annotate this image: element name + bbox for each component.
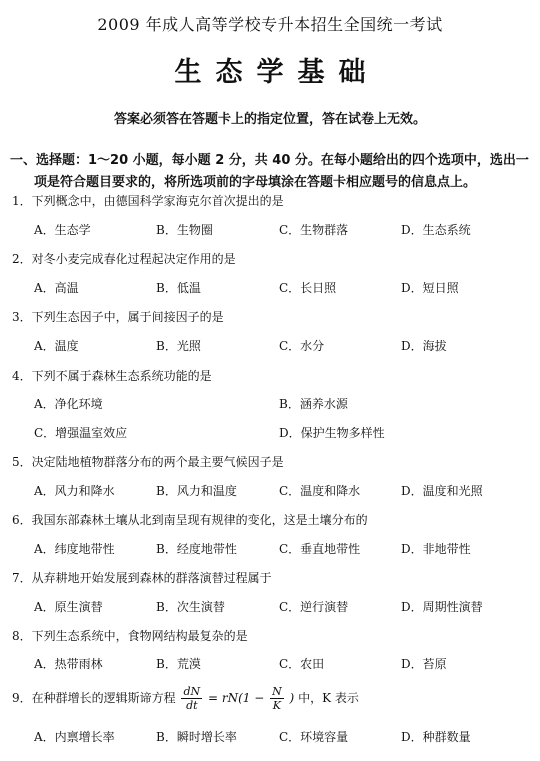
section-heading-line1: 一、选择题：1～20 小题，每小题 2 分，共 40 分。在每小题给出的四个选项中，选出一 (10, 153, 529, 168)
option-d: D．种群数量 (401, 730, 471, 744)
fraction-numerator: dN (183, 685, 201, 698)
option-a: A．内禀增长率 (34, 730, 115, 744)
question-2-stem: 2．对冬小麦完成春化过程起决定作用的是 (12, 252, 236, 266)
question-3-options (34, 338, 534, 354)
option-c: C．增强温室效应 (34, 426, 128, 440)
option-b: B．风力和温度 (156, 484, 237, 498)
option-a: A．高温 (34, 281, 79, 295)
option-a: A．风力和降水 (34, 484, 115, 498)
question-8-options (34, 656, 534, 672)
question-5-options (34, 483, 534, 499)
fraction-denominator: dt (186, 699, 198, 712)
question-4-stem: 4．下列不属于森林生态系统功能的是 (12, 369, 212, 383)
question-3-stem: 3．下列生态因子中，属于间接因子的是 (12, 310, 224, 324)
option-c: C．环境容量 (279, 730, 349, 744)
option-c: C．长日照 (279, 281, 337, 295)
subject-title: 生态学基础 (174, 57, 380, 88)
question-1-options (34, 222, 534, 238)
question-5-stem: 5．决定陆地植物群落分布的两个最主要气候因子是 (12, 455, 284, 469)
option-d: D．保护生物多样性 (279, 426, 385, 440)
question-9-options (34, 729, 534, 745)
option-b: B．次生演替 (156, 600, 225, 614)
option-c: C．垂直地带性 (279, 542, 361, 556)
option-b: B．荒漠 (156, 657, 201, 671)
option-d: D．海拔 (401, 339, 447, 353)
answer-notice: 答案必须答在答题卡上的指定位置，答在试卷上无效。 (113, 112, 426, 127)
equation-middle: = rN(1 − (207, 691, 265, 705)
option-c: C．温度和降水 (279, 484, 361, 498)
question-9-stem (12, 684, 532, 714)
section-heading (10, 150, 535, 194)
option-a: A．热带雨林 (34, 657, 103, 671)
option-c: C．生物群落 (279, 223, 349, 237)
question-7-options (34, 599, 534, 615)
fraction-denominator: K (272, 699, 282, 712)
option-d: D．生态系统 (401, 223, 471, 237)
fraction-numerator: N (272, 685, 282, 698)
option-d: D．周期性演替 (401, 600, 483, 614)
question-6-options (34, 541, 534, 557)
option-d: D．温度和光照 (401, 484, 483, 498)
option-c: C．水分 (279, 339, 325, 353)
question-8-stem: 8．下列生态系统中，食物网结构最复杂的是 (12, 629, 248, 643)
ratio-fraction (270, 685, 284, 712)
question-4-options-row2 (34, 425, 534, 441)
option-a: A．原生演替 (34, 600, 103, 614)
option-a: A．温度 (34, 339, 79, 353)
option-c: C．逆行演替 (279, 600, 349, 614)
exam-title: 2009 年成人高等学校专升本招生全国统一考试 (97, 15, 443, 34)
derivative-fraction (181, 685, 202, 712)
option-b: B．生物圈 (156, 223, 213, 237)
question-1-stem: 1．下列概念中，由德国科学家海克尔首次提出的是 (12, 194, 284, 208)
option-b: B．瞬时增长率 (156, 730, 237, 744)
option-d: D．非地带性 (401, 542, 471, 556)
option-b: B．涵养水源 (279, 397, 348, 411)
question-6-stem: 6．我国东部森林土壤从北到南呈现有规律的变化，这是土壤分布的 (12, 513, 368, 527)
option-a: A．生态学 (34, 223, 91, 237)
equation-end: ) (289, 691, 295, 705)
option-b: B．光照 (156, 339, 201, 353)
option-c: C．农田 (279, 657, 325, 671)
question-2-options (34, 280, 534, 296)
question-9-stem-prefix: 9．在种群增长的逻辑斯谛方程 (12, 691, 176, 705)
option-a: A．纬度地带性 (34, 542, 115, 556)
option-d: D．苔原 (401, 657, 447, 671)
option-b: B．经度地带性 (156, 542, 237, 556)
question-4-options-row1 (34, 396, 534, 412)
option-b: B．低温 (156, 281, 201, 295)
section-heading-line2: 项是符合题目要求的，将所选项前的字母填涂在答题卡相应题号的信息点上。 (34, 175, 477, 190)
option-d: D．短日照 (401, 281, 459, 295)
question-7-stem: 7．从弃耕地开始发展到森林的群落演替过程属于 (12, 571, 272, 585)
question-9-stem-suffix: 中，K 表示 (298, 691, 359, 705)
option-a: A．净化环境 (34, 397, 103, 411)
